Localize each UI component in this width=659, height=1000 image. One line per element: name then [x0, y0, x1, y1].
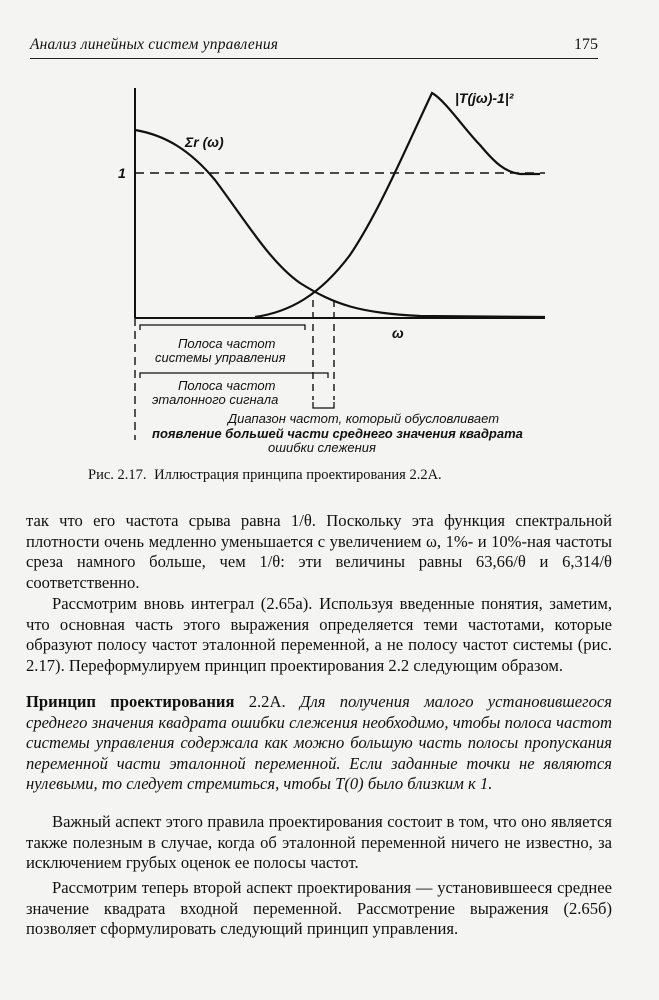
band2-line2: эталонного сигнала: [152, 392, 279, 407]
band2-line1: Полоса частот: [178, 378, 276, 393]
sigma-label: Σr (ω): [185, 134, 224, 150]
paragraph-1-text: так что его частота срыва равна 1/θ. Поскольку эта функция спектральной плотности очень медленно уменьшается с увеличением ω, 1%- и 10%-ная частоты среза намного больше, чем 1/θ: эти величины равны 63,66/θ и 6,314/θ соответственно.: [26, 511, 612, 592]
one-label: 1: [118, 165, 126, 181]
band1-line1: Полоса частот: [178, 336, 276, 351]
paragraph-5-text: Рассмотрим теперь второй аспект проектирования — установившееся среднее значение квадрата входной переменной. Рассмотрение выражения (2.65б) позволяет сформулировать следующий принцип управления.: [26, 878, 612, 938]
figure-2-17: [0, 70, 659, 465]
paragraph-4: [26, 812, 612, 874]
design-principle: [26, 692, 612, 795]
sigma-curve: [135, 130, 545, 317]
paragraph-2-text: Рассмотрим вновь интеграл (2.65а). Используя введенные понятия, заметим, что основная часть этого выражения определяется теми частотами, которые образуют полосу частот эталонной переменной, а не полосу частот системы (рис. 2.17). Переформулируем принцип проектирования 2.2 следующим образом.: [26, 594, 612, 675]
omega-label: ω: [392, 325, 404, 341]
range-line1: Диапазон частот, который обусловливает: [228, 411, 500, 426]
caption-text: Иллюстрация принципа проектирования 2.2А.: [154, 467, 442, 483]
range-line2: появление большей части среднего значения квадрата: [152, 426, 523, 441]
range-bracket: [313, 402, 334, 408]
paragraph-1: [26, 511, 612, 593]
principle-text: Для получения малого установившегося среднего значения квадрата ошибки слежения необходимо, чтобы полоса частот системы управления содержала как можно большую часть полосы пропускания переменной части эталонной переменной. Если заданные точки не являются нулевыми, то следует стремиться, чтобы T(0) было близким к 1.: [26, 692, 612, 793]
principle-number: 2.2А.: [248, 692, 286, 711]
paragraph-5: [26, 878, 612, 940]
paragraph-2: [26, 594, 612, 676]
caption-label: Рис. 2.17.: [88, 467, 147, 483]
t-label: |T(jω)-1|²: [455, 90, 514, 106]
figure-caption: [88, 467, 442, 484]
range-line3: ошибки слежения: [268, 440, 376, 455]
running-title: Анализ линейных систем управления: [30, 36, 279, 53]
paragraph-4-text: Важный аспект этого правила проектирования состоит в том, что оно является также полезным в случае, когда об эталонной переменной ничего не известно, за исключением грубых оценок ее полосы частот.: [26, 812, 612, 872]
band1-line2: системы управления: [155, 350, 286, 365]
band1-bracket: [140, 325, 305, 330]
page-number: 175: [574, 36, 598, 53]
principle-heading: Принцип проектирования: [26, 692, 235, 711]
running-header: [30, 36, 598, 59]
tracking-error-curve: [255, 93, 540, 317]
